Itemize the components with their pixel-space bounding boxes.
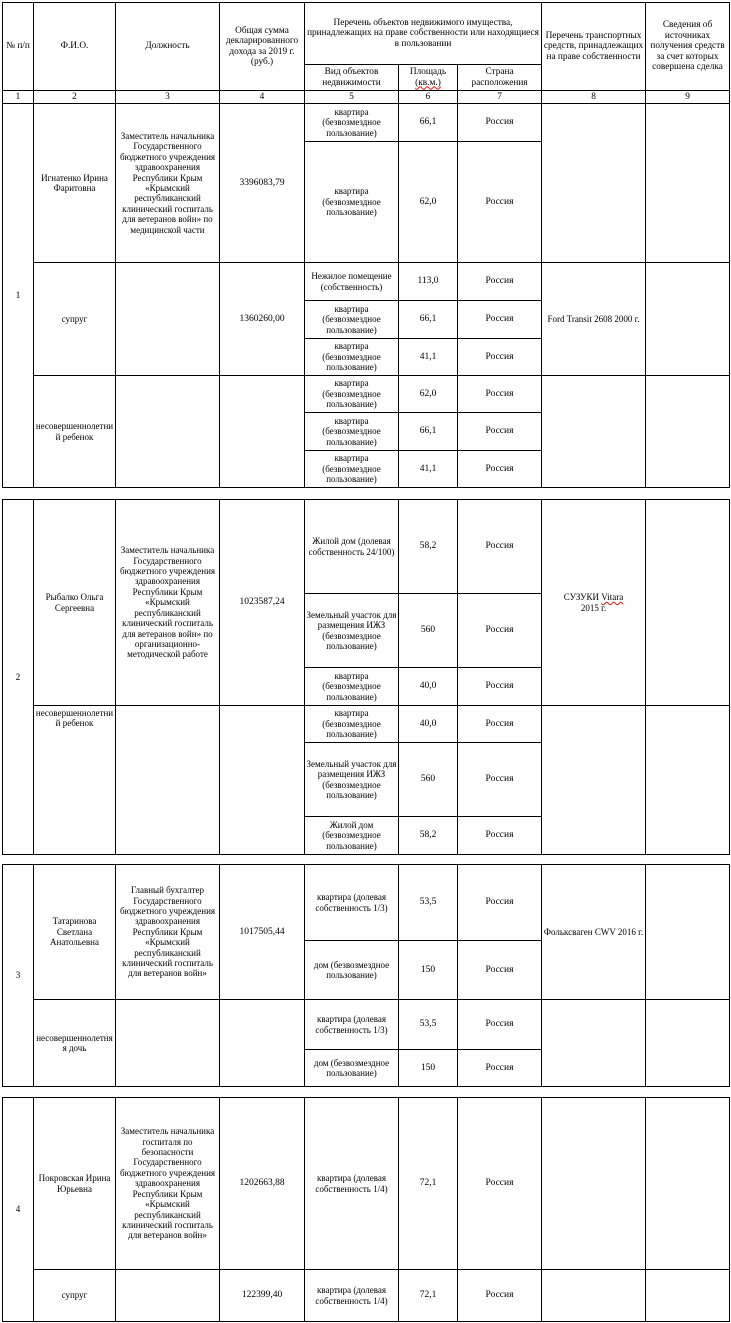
- property-area: 150: [399, 941, 458, 1000]
- sources-cell: [646, 263, 730, 376]
- vehicle-cell: Ford Transit 2608 2000 г.: [542, 263, 646, 376]
- vehicle-cell: [542, 1000, 646, 1087]
- relative-label: супруг: [34, 1270, 116, 1322]
- property-country: Россия: [458, 451, 542, 488]
- relative-label: несовершеннолетний ребенок: [34, 376, 116, 488]
- relative-income: [220, 376, 305, 488]
- vehicle-cell: [542, 1270, 646, 1322]
- header-property-group: Перечень объектов недвижимого имущества, принадлежащих на праве собственности или находящиеся в пользовании: [305, 3, 542, 65]
- header-colnum-9: 9: [646, 91, 730, 104]
- relative-income: [220, 1000, 305, 1087]
- property-country: Россия: [458, 1050, 542, 1087]
- sources-cell: [646, 865, 730, 1000]
- person-name: Татаринова Светлана Анатольевна: [34, 865, 116, 1000]
- header-sources: Сведения об источниках получения средств за счет которых совершена сделка: [646, 3, 730, 91]
- property-area: 41,1: [399, 339, 458, 376]
- property-type: Нежилое помещение (собственность): [305, 263, 399, 301]
- property-country: Россия: [458, 817, 542, 855]
- property-country: Россия: [458, 743, 542, 817]
- property-area: 40,0: [399, 668, 458, 706]
- relative-income: 1360260,00: [220, 263, 305, 376]
- relative-position: [116, 1000, 220, 1087]
- property-area: 150: [399, 1050, 458, 1087]
- declaration-table-3: [2, 864, 730, 1087]
- property-area: 62,0: [399, 376, 458, 413]
- relative-position: [116, 263, 220, 376]
- person-position: Заместитель начальника Государственного бюджетного учреждения здравоохранения Республики Крым «Крымский республиканский клинический госпиталь для ветеранов войн» по организационно-методической работе: [116, 500, 220, 706]
- property-area: 53,5: [399, 1000, 458, 1050]
- property-type: дом (безвозмездное пользование): [305, 1050, 399, 1087]
- header-colnum-1: 1: [3, 91, 34, 104]
- sources-cell: [646, 104, 730, 263]
- property-area: 58,2: [399, 500, 458, 594]
- property-country: Россия: [458, 263, 542, 301]
- property-country: Россия: [458, 413, 542, 451]
- person-income: 1023587,24: [220, 500, 305, 706]
- property-type: квартира (долевая собственность 1/3): [305, 865, 399, 941]
- property-country: Россия: [458, 706, 542, 743]
- vehicle-cell: [542, 376, 646, 488]
- property-country: Россия: [458, 668, 542, 706]
- property-country: Россия: [458, 142, 542, 263]
- header-position: Должность: [116, 3, 220, 91]
- person-income: 1017505,44: [220, 865, 305, 1000]
- property-area: 72,1: [399, 1270, 458, 1322]
- row-number: 2: [3, 500, 34, 855]
- property-area: 560: [399, 743, 458, 817]
- property-area: 113,0: [399, 263, 458, 301]
- sources-cell: [646, 1270, 730, 1322]
- property-area: 66,1: [399, 301, 458, 339]
- person-income: 1202663,88: [220, 1098, 305, 1270]
- property-type: квартира (безвозмездное пользование): [305, 339, 399, 376]
- property-type: квартира (долевая собственность 1/4): [305, 1098, 399, 1270]
- person-name: Рыбалко Ольга Сергеевна: [34, 500, 116, 706]
- header-colnum-6: 6: [399, 91, 458, 104]
- header-country: Страна расположения: [458, 65, 542, 91]
- header-area: Площадь (кв.м.): [399, 65, 458, 91]
- property-type: квартира (безвозмездное пользование): [305, 413, 399, 451]
- header-property-type: Вид объектов недвижимости: [305, 65, 399, 91]
- relative-position: [116, 376, 220, 488]
- property-area: 72,1: [399, 1098, 458, 1270]
- property-type: Жилой дом (долевая собственность 24/100): [305, 500, 399, 594]
- property-type: Земельный участок для размещения ИЖЗ (безвозмездное пользование): [305, 743, 399, 817]
- declaration-table-4: [2, 1097, 730, 1322]
- property-area: 58,2: [399, 817, 458, 855]
- property-type: квартира (безвозмездное пользование): [305, 376, 399, 413]
- relative-position: [116, 1270, 220, 1322]
- property-type: квартира (безвозмездное пользование): [305, 668, 399, 706]
- header-vehicles: Перечень транспортных средств, принадлежащих на праве собственности: [542, 3, 646, 91]
- property-type: квартира (безвозмездное пользование): [305, 104, 399, 142]
- person-position: Заместитель начальника госпиталя по безопасности Государственного бюджетного учреждения здравоохранения Республики Крым «Крымский республиканский клинический госпиталь для ветеранов войн»: [116, 1098, 220, 1270]
- property-area: 66,1: [399, 104, 458, 142]
- property-type: квартира (безвозмездное пользование): [305, 451, 399, 488]
- header-name: Ф.И.О.: [34, 3, 116, 91]
- property-country: Россия: [458, 500, 542, 594]
- header-colnum-3: 3: [116, 91, 220, 104]
- header-colnum-2: 2: [34, 91, 116, 104]
- property-area: 40,0: [399, 706, 458, 743]
- person-income: 3396083,79: [220, 104, 305, 263]
- property-country: Россия: [458, 1000, 542, 1050]
- relative-position: [116, 706, 220, 855]
- person-position: Главный бухгалтер Государственного бюджетного учреждения здравоохранения Республики Крым «Крымский республиканский клинический госпиталь для ветеранов войн»: [116, 865, 220, 1000]
- vehicle-cell: [542, 104, 646, 263]
- declaration-table-1: [2, 2, 730, 488]
- property-country: Россия: [458, 594, 542, 668]
- header-colnum-5: 5: [305, 91, 399, 104]
- property-area: 41,1: [399, 451, 458, 488]
- property-country: Россия: [458, 104, 542, 142]
- sources-cell: [646, 1000, 730, 1087]
- property-area: 62,0: [399, 142, 458, 263]
- relative-label: супруг: [34, 263, 116, 376]
- property-type: дом (безвозмездное пользование): [305, 941, 399, 1000]
- relative-label: несовершеннолетняя дочь: [34, 1000, 116, 1087]
- header-colnum-8: 8: [542, 91, 646, 104]
- property-area: 560: [399, 594, 458, 668]
- property-country: Россия: [458, 1270, 542, 1322]
- property-type: Жилой дом (безвозмездное пользование): [305, 817, 399, 855]
- property-area: 53,5: [399, 865, 458, 941]
- declaration-table-2: [2, 499, 730, 855]
- vehicle-cell: Фольксваген CWV 2016 г.: [542, 865, 646, 1000]
- row-number: 1: [3, 104, 34, 488]
- vehicle-cell: [542, 500, 646, 706]
- sources-cell: [646, 706, 730, 855]
- property-type: Земельный участок для размещения ИЖЗ (безвозмездное пользование): [305, 594, 399, 668]
- person-name: Покровская Ирина Юрьевна: [34, 1098, 116, 1270]
- row-number: 4: [3, 1098, 34, 1322]
- sources-cell: [646, 1098, 730, 1270]
- header-area-unit: (кв.м.): [415, 77, 441, 88]
- relative-income: [220, 706, 305, 855]
- property-type: квартира (долевая собственность 1/4): [305, 1270, 399, 1322]
- header-income: Общая сумма декларированного дохода за 2019 г. (руб.): [220, 3, 305, 91]
- property-type: квартира (безвозмездное пользование): [305, 301, 399, 339]
- vehicle-name: СУЗУКИ Vitara 2015 г.: [563, 592, 624, 613]
- person-name: Игнатенко Ирина Фаритовна: [34, 104, 116, 263]
- vehicle-cell: [542, 706, 646, 855]
- relative-income: 122399,40: [220, 1270, 305, 1322]
- row-number: 3: [3, 865, 34, 1087]
- property-country: Россия: [458, 1098, 542, 1270]
- property-country: Россия: [458, 376, 542, 413]
- property-country: Россия: [458, 865, 542, 941]
- property-area: 66,1: [399, 413, 458, 451]
- sources-cell: [646, 376, 730, 488]
- property-country: Россия: [458, 339, 542, 376]
- vehicle-cell: [542, 1098, 646, 1270]
- relative-label: несовершеннолетний ребенок: [34, 706, 116, 855]
- property-type: квартира (безвозмездное пользование): [305, 706, 399, 743]
- property-type: квартира (долевая собственность 1/3): [305, 1000, 399, 1050]
- property-country: Россия: [458, 941, 542, 1000]
- property-type: квартира (безвозмездное пользование): [305, 142, 399, 263]
- header-num: № п/п: [3, 3, 34, 91]
- header-colnum-7: 7: [458, 91, 542, 104]
- header-colnum-4: 4: [220, 91, 305, 104]
- sources-cell: [646, 500, 730, 706]
- person-position: Заместитель начальника Государственного бюджетного учреждения здравоохранения Республики Крым «Крымский республиканский клинический госпиталь для ветеранов войн» по медицинской части: [116, 104, 220, 263]
- property-country: Россия: [458, 301, 542, 339]
